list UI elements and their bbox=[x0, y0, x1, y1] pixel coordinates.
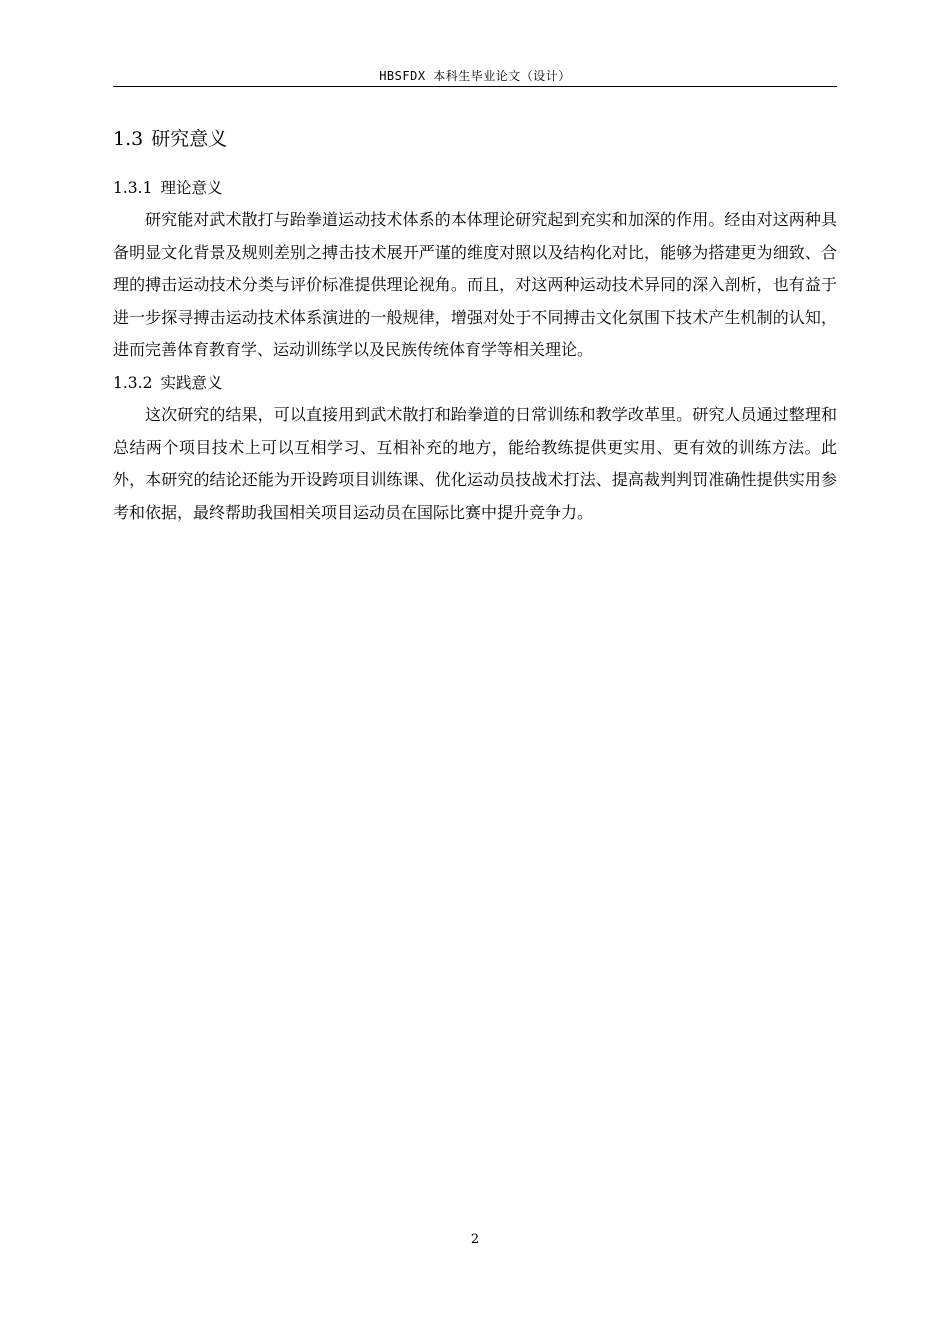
header-divider bbox=[113, 86, 837, 87]
page-number: 2 bbox=[470, 1232, 480, 1247]
page-header: HBSFDX 本科生毕业论文（设计） bbox=[379, 69, 571, 83]
paragraph-theoretical: 研究能对武术散打与跆拳道运动技术体系的本体理论研究起到充实和加深的作用。经由对这两种具备明显文化背景及规则差别之搏击技术展开严谨的维度对照以及结构化对比，能够为搭建更为细致、合理的搏击运动技术分类与评价标准提供理论视角。而且，对这两种运动技术异同的深入剖析，也有益于进一步探寻搏击运动技术体系演进的一般规律，增强对处于不同搏击文化氛围下技术产生机制的认知，进而完善体育教育学、运动训练学以及民族传统体育学等相关理论。 bbox=[113, 210, 837, 360]
subsection-title: 实践意义 bbox=[160, 373, 223, 392]
subsection-heading-theoretical bbox=[113, 172, 837, 204]
subsection-number: 1.3.2 bbox=[113, 373, 153, 392]
section-number: 1.3 bbox=[113, 128, 144, 150]
subsection-heading-practical bbox=[113, 367, 837, 399]
section-heading bbox=[113, 120, 837, 158]
document-body bbox=[113, 120, 837, 529]
subsection-title: 理论意义 bbox=[160, 179, 223, 197]
paragraph-practical: 这次研究的结果，可以直接用到武术散打和跆拳道的日常训练和教学改革里。研究人员通过整理和总结两个项目技术上可以互相学习、互相补充的地方，能给教练提供更实用、更有效的训练方法。此外，本研究的结论还能为开设跨项目训练课、优化运动员技战术打法、提高裁判判罚准确性提供实用参考和依据，最终帮助我国相关项目运动员在国际比赛中提升竞争力。 bbox=[113, 404, 837, 522]
section-title: 研究意义 bbox=[151, 128, 228, 150]
subsection-number: 1.3.1 bbox=[113, 179, 153, 197]
